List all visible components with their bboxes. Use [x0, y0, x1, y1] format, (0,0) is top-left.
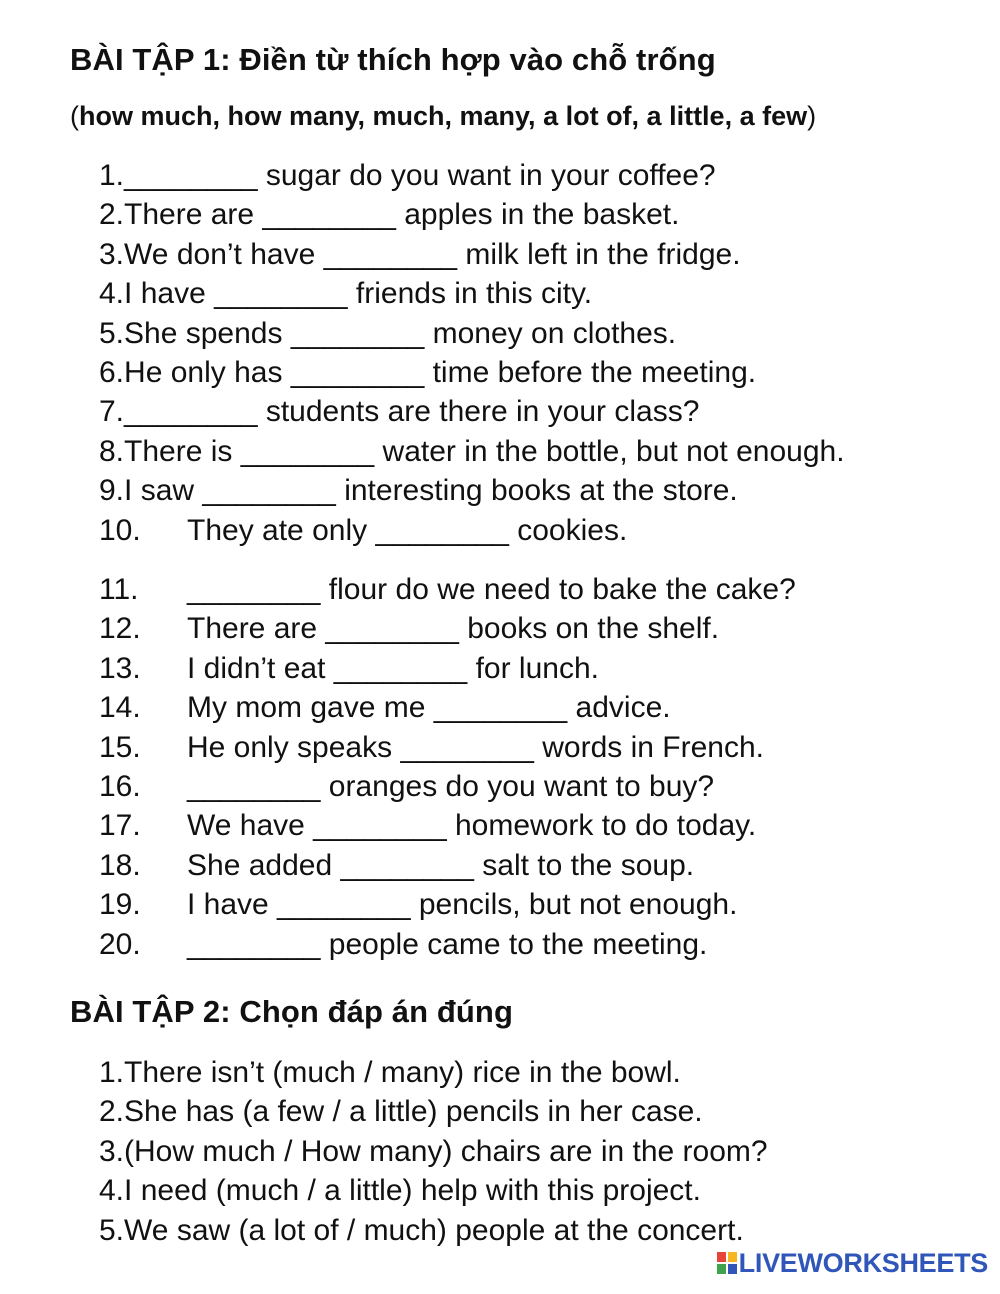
exercise2-title: BÀI TẬP 2: Chọn đáp án đúng	[70, 994, 513, 1029]
item-text: She has (a few / a little) pencils in her case.	[124, 1095, 703, 1129]
item-text: He only has ________ time before the meeting.	[124, 355, 757, 389]
item-number: 11.	[99, 573, 139, 606]
exercise1-item	[99, 570, 989, 609]
item-number: 15.	[99, 730, 141, 764]
exercise1-item	[99, 353, 989, 392]
item-text: I need (much / a little) help with this project.	[124, 1174, 701, 1208]
item-text: ________ oranges do you want to buy?	[187, 769, 715, 803]
item-number: 5.	[99, 316, 125, 350]
item-number: 10.	[99, 513, 141, 547]
word-bank	[70, 101, 816, 132]
item-number: 20.	[99, 927, 141, 961]
exercise1-item	[99, 511, 989, 550]
item-text: She spends ________ money on clothes.	[124, 316, 677, 350]
item-number: 4.	[99, 277, 125, 311]
exercise1-item	[99, 767, 989, 806]
item-number: 12.	[99, 612, 141, 646]
item-number: 19.	[99, 888, 141, 922]
exercise1-item	[99, 649, 989, 688]
item-number: 3.	[99, 1134, 125, 1168]
exercise1-item	[99, 688, 989, 727]
item-text: There is ________ water in the bottle, but not enough.	[124, 434, 845, 468]
exercise2-item	[99, 1092, 989, 1131]
item-number: 4.	[99, 1174, 125, 1208]
item-text: We saw (a lot of / much) people at the concert.	[124, 1213, 744, 1247]
item-number: 6.	[99, 355, 125, 389]
exercise2-item	[99, 1132, 989, 1171]
item-number: 1.	[99, 1056, 125, 1089]
item-text: ________ students are there in your class?	[124, 395, 700, 429]
item-number: 14.	[99, 691, 141, 725]
exercise1-item	[99, 156, 989, 195]
exercise1-item	[99, 274, 989, 313]
exercise1-item	[99, 195, 989, 234]
item-text: There isn’t (much / many) rice in the bowl.	[124, 1056, 681, 1089]
liveworksheets-logo[interactable]	[717, 1250, 988, 1276]
item-number: 2.	[99, 1095, 125, 1129]
exercise2-list	[99, 1053, 989, 1250]
exercise2-item	[99, 1211, 989, 1250]
item-text: There are ________ apples in the basket.	[124, 198, 680, 232]
word-bank-words: how much, how many, much, many, a lot of, a little, a few	[79, 101, 808, 131]
item-text: He only speaks ________ words in French.	[187, 730, 765, 764]
item-number: 1.	[99, 159, 125, 192]
item-text: ________ sugar do you want in your coffee?	[124, 159, 716, 192]
exercise1-item	[99, 806, 989, 845]
item-text: (How much / How many) chairs are in the room?	[124, 1134, 768, 1168]
item-text: I have ________ friends in this city.	[124, 277, 593, 311]
item-number: 18.	[99, 848, 141, 882]
item-text: I didn’t eat ________ for lunch.	[187, 651, 599, 685]
item-text: My mom gave me ________ advice.	[187, 691, 671, 725]
exercise1-item	[99, 314, 989, 353]
item-number: 16.	[99, 769, 141, 803]
item-text: She added ________ salt to the soup.	[187, 848, 695, 882]
exercise1-item	[99, 885, 989, 924]
item-number: 2.	[99, 198, 125, 232]
item-text: We don’t have ________ milk left in the fridge.	[124, 237, 741, 271]
item-number: 3.	[99, 237, 125, 271]
exercise1-list-part2	[99, 570, 989, 964]
item-number: 7.	[99, 395, 125, 429]
item-text: There are ________ books on the shelf.	[187, 612, 720, 646]
exercise1-item	[99, 846, 989, 885]
exercise1-item	[99, 235, 989, 274]
item-number: 17.	[99, 809, 141, 843]
exercise1-list-part1	[99, 156, 989, 550]
exercise1-item	[99, 925, 989, 964]
exercise1-item	[99, 728, 989, 767]
item-text: We have ________ homework to do today.	[187, 809, 757, 843]
exercise1-title: BÀI TẬP 1: Điền từ thích hợp vào chỗ trống	[70, 42, 716, 77]
word-bank-open-paren: (	[70, 101, 79, 131]
item-text: I have ________ pencils, but not enough.	[187, 888, 738, 922]
item-number: 8.	[99, 434, 125, 468]
item-number: 13.	[99, 651, 141, 685]
exercise1-item	[99, 392, 989, 431]
exercise1-item	[99, 432, 989, 471]
item-number: 5.	[99, 1213, 125, 1247]
exercise2-item	[99, 1171, 989, 1210]
exercise1-item	[99, 609, 989, 648]
exercise2-item	[99, 1053, 989, 1092]
exercise1-item	[99, 471, 989, 510]
item-text: ________ flour do we need to bake the cake?	[187, 573, 796, 606]
item-text: They ate only ________ cookies.	[187, 513, 628, 547]
item-number: 9.	[99, 474, 125, 508]
item-text: ________ people came to the meeting.	[187, 927, 708, 961]
word-bank-close-paren: )	[807, 101, 817, 131]
liveworksheets-logo-icon	[717, 1252, 737, 1274]
liveworksheets-logo-text: LIVEWORKSHEETS	[738, 1248, 988, 1278]
item-text: I saw ________ interesting books at the store.	[124, 474, 738, 508]
